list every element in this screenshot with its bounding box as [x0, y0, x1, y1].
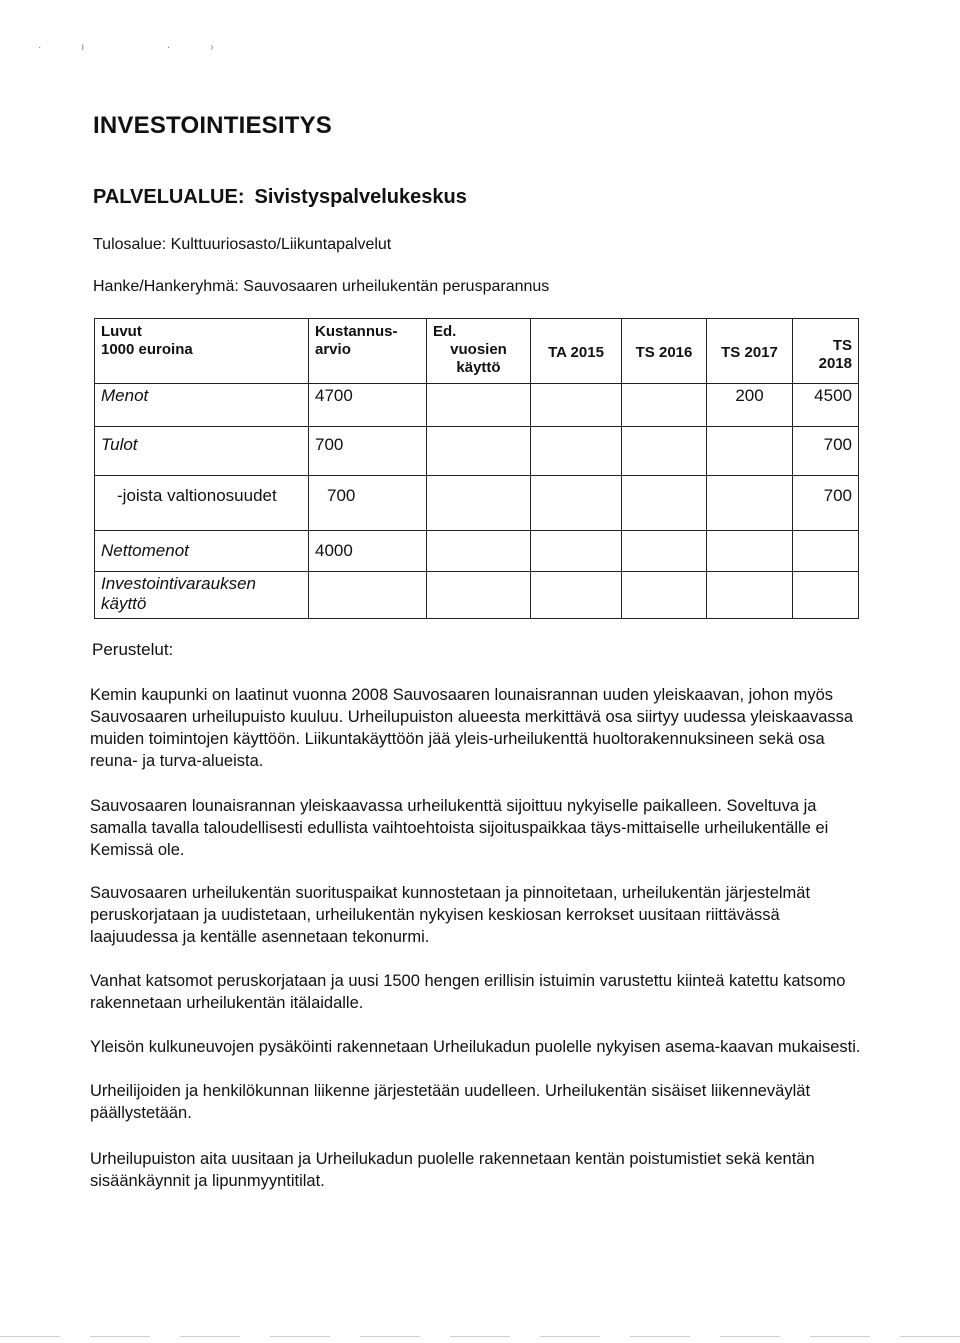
cell-ta-2015 — [531, 384, 622, 427]
cell-previous-years — [427, 531, 531, 572]
cell-cost-estimate — [309, 572, 427, 619]
cell-cost-estimate: 4700 — [309, 384, 427, 427]
header-units: Luvut 1000 euroina — [95, 319, 309, 384]
cell-ts-2017 — [707, 531, 793, 572]
cell-ts-2018 — [793, 572, 859, 619]
cell-previous-years — [427, 572, 531, 619]
cell-cost-estimate: 700 — [309, 476, 427, 531]
cell-cost-estimate: 4000 — [309, 531, 427, 572]
paragraph-5: Yleisön kulkuneuvojen pysäköinti rakennetaan Urheilukadun puolelle nykyisen asema-kaavan mukaisesti. — [90, 1038, 861, 1056]
document-title: INVESTOINTIESITYS — [93, 112, 333, 139]
table-header-row — [95, 319, 859, 384]
cell-ts-2018: 4500 — [793, 384, 859, 427]
service-area-label: PALVELUALUE: — [93, 186, 245, 208]
header-ts-2017: TS 2017 — [707, 319, 793, 384]
cell-ts-2017: 200 — [707, 384, 793, 427]
scan-edge-line — [0, 1336, 960, 1337]
cell-ta-2015 — [531, 427, 622, 476]
service-area — [93, 186, 467, 209]
cell-ta-2015 — [531, 476, 622, 531]
row-label: Menot — [95, 384, 309, 427]
row-label: -joista valtionosuudet — [95, 476, 309, 531]
cell-previous-years — [427, 384, 531, 427]
row-label: Tulot — [95, 427, 309, 476]
cell-ts-2016 — [622, 427, 707, 476]
paragraph-1: Kemin kaupunki on laatinut vuonna 2008 Sauvosaaren lounaisrannan uuden yleiskaavan, johon myös Sauvosaaren urheilupuisto kuuluu. Urheilupuiston alueesta merkittävä osa siirtyy uudessa yleiskaavassa muiden toimintojen käyttöön. Liikuntakäyttöön jää yleis-urheilukenttä huoltorakennuksineen sekä osa reuna- ja turva-alueista. — [90, 686, 854, 770]
row-label: Investointivarauksen käyttö — [95, 572, 309, 619]
cell-ts-2016 — [622, 572, 707, 619]
cell-ta-2015 — [531, 572, 622, 619]
paragraph-6: Urheilijoiden ja henkilökunnan liikenne järjestetään uudelleen. Urheilukentän sisäiset liikenneväylät päällystetään. — [90, 1082, 811, 1122]
cell-ts-2017 — [707, 427, 793, 476]
cell-ts-2017 — [707, 476, 793, 531]
cell-ts-2018: 700 — [793, 427, 859, 476]
table-row-expenses — [95, 384, 859, 427]
header-ts-2018: TS 2018 — [793, 319, 859, 384]
cell-ts-2017 — [707, 572, 793, 619]
cell-ts-2018 — [793, 531, 859, 572]
paragraph-4: Vanhat katsomot peruskorjataan ja uusi 1500 hengen erillisin istuimin varustettu kiinteä katettu katsomo rakennetaan urheilukentän itälaidalle. — [90, 972, 846, 1012]
investment-table — [94, 318, 859, 619]
cell-ts-2016 — [622, 531, 707, 572]
paragraph-2: Sauvosaaren lounaisrannan yleiskaavassa urheilukenttä sijoittuu nykyiselle paikalleen. Soveltuva ja samalla tavalla taloudellisesti edullista vaihtoehtoista sijoituspaikkaa täys-mittaiselle urheilukentälle ei Kemissä ole. — [90, 797, 829, 859]
scan-marks: ·ı ·› — [38, 42, 254, 53]
cell-ts-2016 — [622, 384, 707, 427]
paragraph-3: Sauvosaaren urheilukentän suorituspaikat kunnostetaan ja pinnoitetaan, urheilukentän järjestelmät peruskorjataan ja uudistetaan, urheilukentän nykyisen keskiosan kerrokset uusitaan riittävässä laajuudessa ja kentälle asennetaan tekonurmi. — [90, 884, 811, 946]
table-row-state-subsidies — [95, 476, 859, 531]
cell-ta-2015 — [531, 531, 622, 572]
income-area: Tulosalue: Kulttuuriosasto/Liikuntapalvelut — [93, 236, 392, 253]
project-name: Hanke/Hankeryhmä: Sauvosaaren urheilukentän perusparannus — [93, 278, 550, 295]
cell-ts-2016 — [622, 476, 707, 531]
justification-heading: Perustelut: — [92, 640, 174, 659]
cell-previous-years — [427, 427, 531, 476]
table-row-income — [95, 427, 859, 476]
header-previous-years: Ed. vuosien käyttö — [427, 319, 531, 384]
table-row-net-expenses — [95, 531, 859, 572]
header-ta-2015: TA 2015 — [531, 319, 622, 384]
header-ts-2016: TS 2016 — [622, 319, 707, 384]
service-area-value: Sivistyspalvelukeskus — [254, 186, 467, 208]
cell-previous-years — [427, 476, 531, 531]
row-label: Nettomenot — [95, 531, 309, 572]
cell-ts-2018: 700 — [793, 476, 859, 531]
header-cost-estimate: Kustannus- arvio — [309, 319, 427, 384]
cell-cost-estimate: 700 — [309, 427, 427, 476]
table-row-reserve-usage — [95, 572, 859, 619]
paragraph-7: Urheilupuiston aita uusitaan ja Urheilukadun puolelle rakennetaan kentän poistumistiet sekä kentän sisäänkäynnit ja lipunmyyntitilat. — [90, 1150, 815, 1190]
